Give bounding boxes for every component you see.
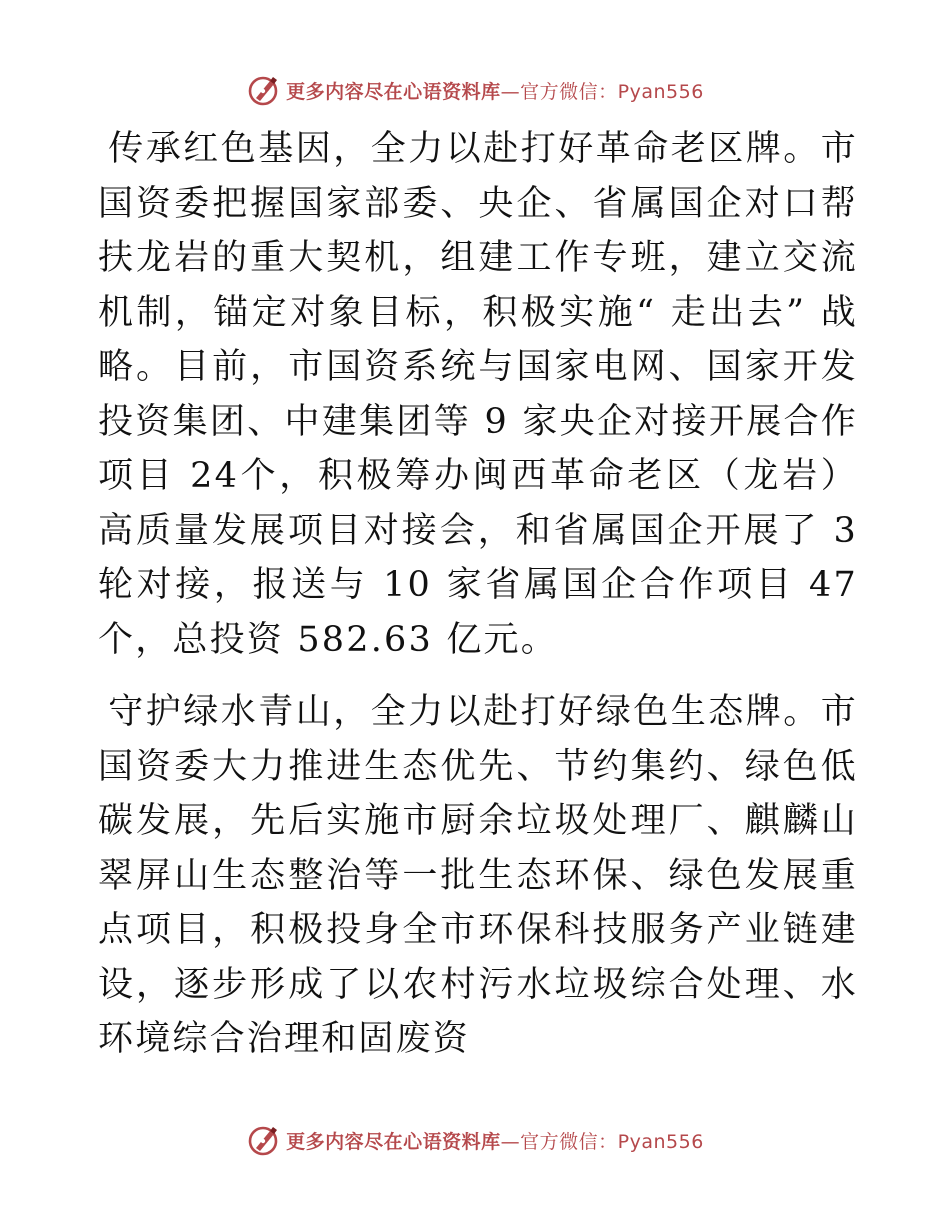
banner-wechat: 官方微信：Pyan556 <box>520 80 704 103</box>
paragraph-2-text: 守护绿水青山，全力以赴打好绿色生态牌。市国资委大力推进生态优先、节约集约、绿色低碳发展，先后实施市厨余垃圾处理厂、麒麟山翠屏山生态整治等一批生态环保、绿色发展重点项目，积极投身全市环保科技服务产业链建设，逐步形成了以农村污水垃圾综合处理、水环境综合治理和固废资 <box>98 692 858 1059</box>
document-body <box>98 122 858 1067</box>
header-banner <box>0 70 950 110</box>
banner-wechat: 官方微信：Pyan556 <box>520 1130 704 1153</box>
paragraph-1 <box>98 122 858 667</box>
banner-separator: — <box>500 80 521 103</box>
banner-text <box>286 77 704 104</box>
footer-banner <box>0 1120 950 1160</box>
banner-separator: — <box>500 1130 521 1153</box>
paragraph-1-text: 传承红色基因，全力以赴打好革命老区牌。市国资委把握国家部委、央企、省属国企对口帮扶龙岩的重大契机，组建工作专班，建立交流机制，锚定对象目标，积极实施“ 走出去” 战略。目前，市国资系统与国家电网、国家开发投资集团、中建集团等 9 家央企对接开展合作项目 24个，积极筹办闽西革命老区（龙岩）高质量发展项目对接会，和省属国企开展了 3 轮对接，报送与 10 家省属国企合作项目 47 个，总投资 582.63 亿元。 <box>98 129 858 660</box>
paragraph-2 <box>98 685 858 1067</box>
banner-text <box>286 1127 704 1154</box>
pen-circle-logo-icon <box>246 72 282 108</box>
banner-site-name: 更多内容尽在心语资料库 <box>286 1130 501 1153</box>
banner-site-name: 更多内容尽在心语资料库 <box>286 80 501 103</box>
pen-circle-logo-icon <box>246 1122 282 1158</box>
